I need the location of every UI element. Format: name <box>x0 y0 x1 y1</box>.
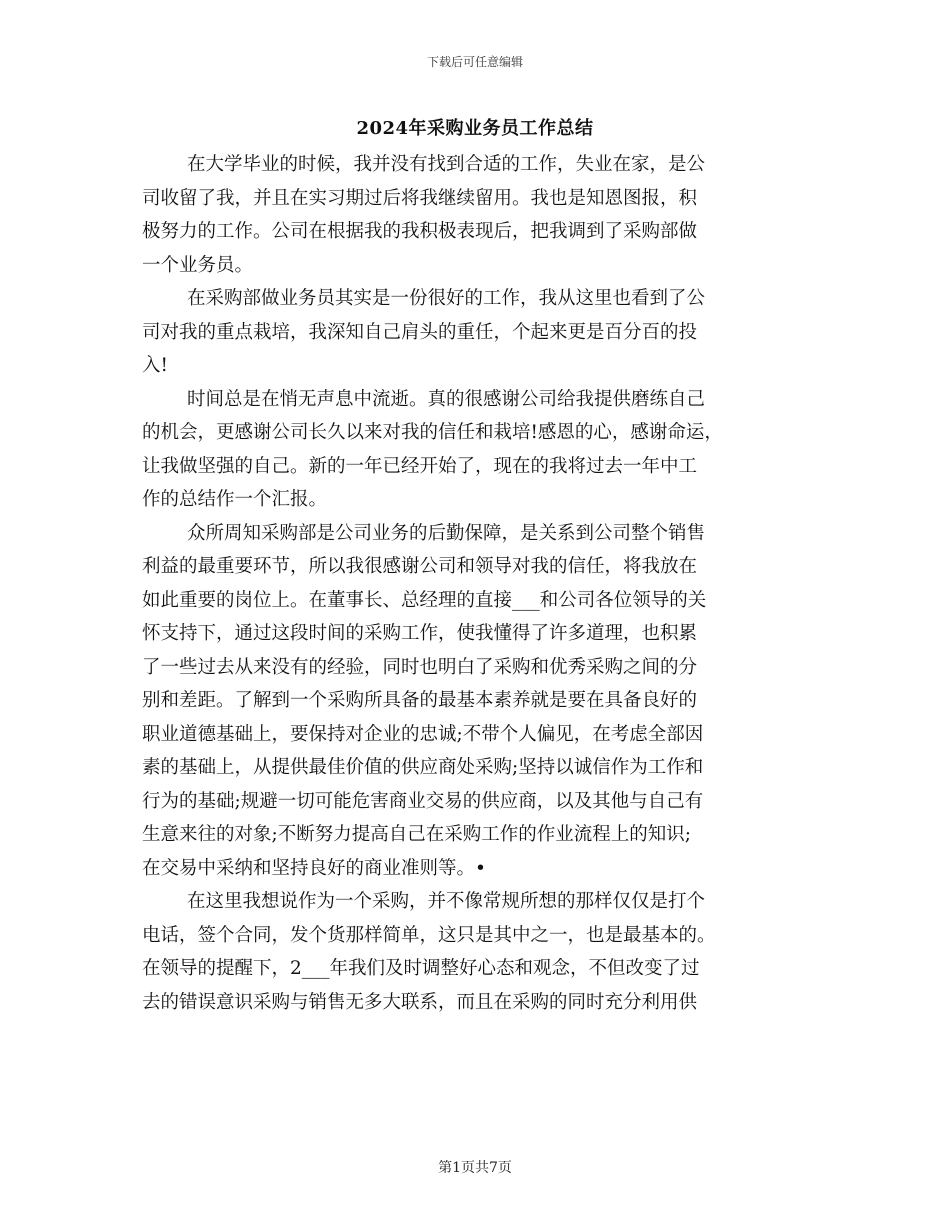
paragraph-line: 在大学毕业的时候，我并没有找到合适的工作，失业在家，是公 <box>187 154 706 175</box>
paragraph-line: 别和差距。了解到一个采购所具备的最基本素养就是要在具备良好的 <box>142 690 698 711</box>
paragraph-line: 作的总结作一个汇报。 <box>142 489 328 510</box>
paragraph-line: 利益的最重要环节，所以我很感谢公司和领导对我的信任，将我放在 <box>142 556 698 577</box>
paragraph-line: 生意来往的对象;不断努力提高自己在采购工作的作业流程上的知识; <box>142 824 691 845</box>
paragraph-line: 职业道德基础上，要保持对企业的忠诚;不带个人偏见，在考虑全部因 <box>142 723 704 745</box>
paragraph-line: 在这里我想说作为一个采购，并不像常规所想的那样仅仅是打个 <box>187 891 706 912</box>
paragraph-line: 时间总是在悄无声息中流逝。真的很感谢公司给我提供磨练自己 <box>187 388 706 410</box>
paragraph-line: 司收留了我，并且在实习期过后将我继续留用。我也是知恩图报，积 <box>142 187 698 209</box>
paragraph-line: 在领导的提醒下，2___年我们及时调整好心态和观念，不但改变了过 <box>142 958 700 979</box>
document-title: 2024年采购业务员工作总结 <box>356 118 594 139</box>
paragraph-line: 极努力的工作。公司在根据我的我积极表现后，把我调到了采购部做 <box>142 221 698 242</box>
paragraph-line: 的机会，更感谢公司长久以来对我的信任和栽培!感恩的心，感谢命运， <box>142 422 723 443</box>
paragraph-line: 行为的基础;规避一切可能危害商业交易的供应商，以及其他与自己有 <box>142 790 704 812</box>
paragraph-line: 司对我的重点栽培，我深知自己肩头的重任，个起来更是百分百的投 <box>142 321 698 343</box>
paragraph-line: 一个业务员。 <box>142 254 254 276</box>
paragraph-line: 如此重要的岗位上。在董事长、总经理的直接___和公司各位领导的关 <box>142 589 707 611</box>
page-footer: 第1页共7页 <box>438 1160 512 1176</box>
paragraph-line: 让我做坚强的自己。新的一年已经开始了，现在的我将过去一年中工 <box>142 455 698 477</box>
paragraph-line: 众所周知采购部是公司业务的后勤保障，是关系到公司整个销售 <box>187 522 706 544</box>
paragraph-line: 入! <box>142 355 168 376</box>
paragraph-line: 去的错误意识采购与销售无多大联系，而且在采购的同时充分利用供 <box>142 991 698 1013</box>
paragraph-line: 电话，签个合同，发个货那样简单，这只是其中之一，也是最基本的。 <box>142 924 716 946</box>
paragraph-line: 怀支持下，通过这段时间的采购工作，使我懂得了许多道理，也积累 <box>142 623 698 644</box>
paragraph-line: 素的基础上，从提供最佳价值的供应商处采购;坚持以诚信作为工作和 <box>142 757 704 778</box>
paragraph-line: 在采购部做业务员其实是一份很好的工作，我从这里也看到了公 <box>187 288 706 309</box>
paragraph-line: 了一些过去从来没有的经验，同时也明白了采购和优秀采购之间的分 <box>142 656 698 678</box>
paragraph-line: 在交易中采纳和坚持良好的商业准则等。• <box>142 857 486 879</box>
document-body <box>142 148 812 1019</box>
header-note: 下载后可任意编辑 <box>426 55 523 69</box>
